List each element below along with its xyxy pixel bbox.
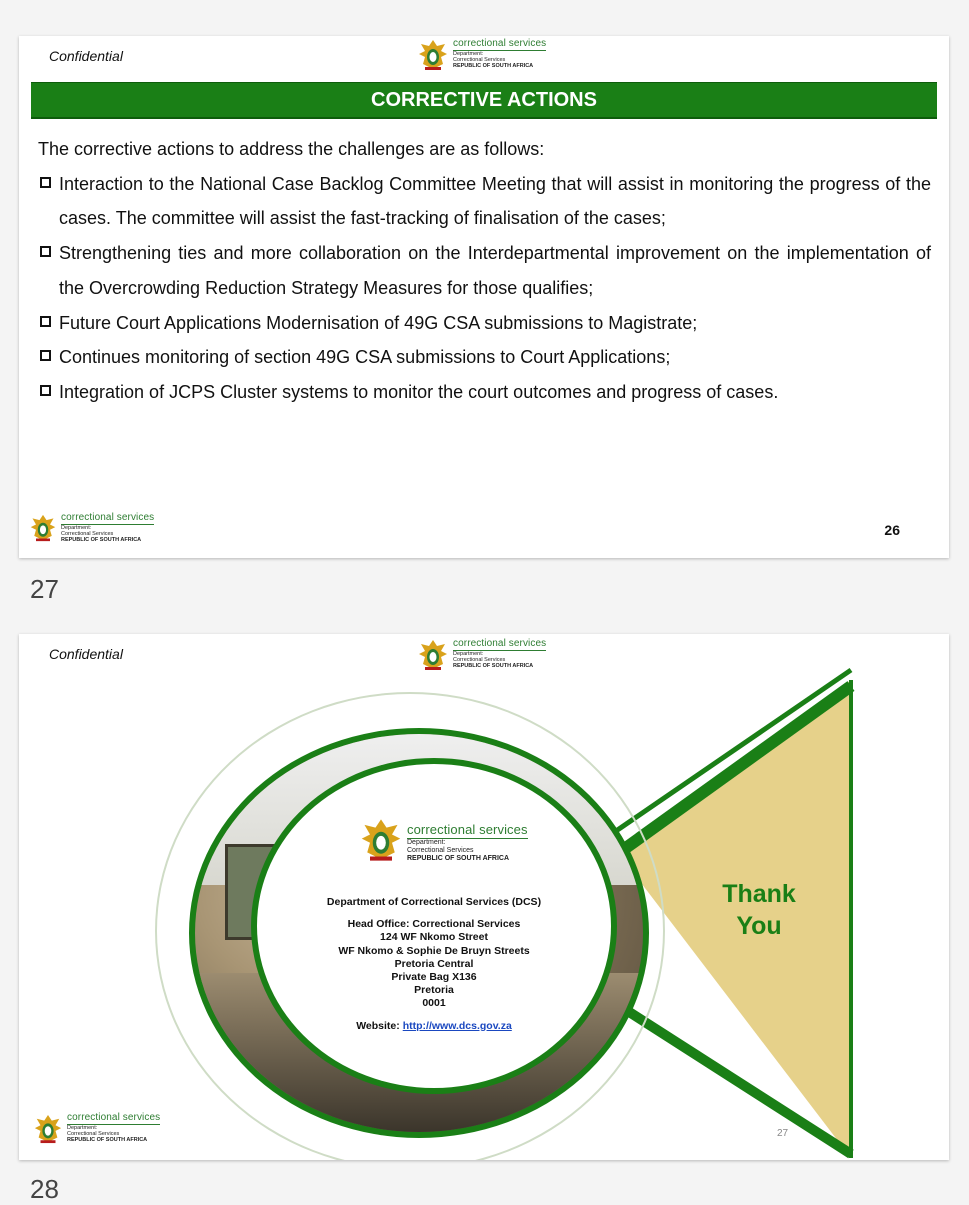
slide-number: 27 — [777, 1128, 789, 1139]
logo-line3: REPUBLIC OF SOUTH AFRICA — [61, 537, 142, 543]
logo-line3: REPUBLIC OF SOUTH AFRICA — [67, 1137, 148, 1143]
checkbox-bullet-icon — [40, 177, 51, 188]
bullet-text: Future Court Applications Modernisation of 49G CSA submissions to Magistrate; — [59, 312, 698, 333]
website-line — [251, 1020, 617, 1033]
footer-logo — [29, 512, 154, 544]
bullet-text: Integration of JCPS Cluster systems to monitor the court outcomes and progress of cases. — [59, 381, 779, 402]
checkbox-bullet-icon — [40, 385, 51, 396]
logo-line2: Correctional Services — [61, 531, 114, 537]
section-title: CORRECTIVE ACTIONS — [31, 82, 937, 119]
postal-code: 0001 — [422, 997, 446, 1010]
bullet-item — [38, 306, 931, 341]
area: Pretoria Central — [394, 957, 474, 970]
coat-of-arms-icon — [29, 512, 57, 544]
logo-line2: Correctional Services — [453, 657, 506, 663]
checkbox-bullet-icon — [40, 316, 51, 327]
slide-number: 26 — [884, 522, 900, 538]
logo-line1: Department: — [61, 525, 92, 531]
logo-name: correctional services — [61, 512, 155, 523]
logo-name: correctional services — [453, 38, 547, 49]
street-address: 124 WF Nkomo Street — [380, 931, 488, 944]
logo-line1: Department: — [453, 651, 484, 657]
bullet-item — [38, 236, 931, 305]
slide-27 — [19, 634, 949, 1160]
thank-word: Thank — [722, 880, 796, 908]
contact-details — [251, 896, 617, 1033]
logo-line3: REPUBLIC OF SOUTH AFRICA — [407, 855, 510, 862]
page-label: 27 — [30, 574, 59, 604]
city: Pretoria — [414, 984, 454, 997]
header-logo — [417, 38, 546, 72]
logo-line2: Correctional Services — [67, 1131, 120, 1137]
bullet-text: Strengthening ties and more collaboration on the Interdepartmental improvement on the implementation of the Overcrowding Reduction Strategy Measures for those qualifies; — [59, 243, 931, 298]
head-office: Head Office: Correctional Services — [347, 918, 521, 931]
logo-line1: Department: — [453, 51, 484, 57]
website-link[interactable]: http://www.dcs.gov.za — [402, 1019, 512, 1032]
logo-line3: REPUBLIC OF SOUTH AFRICA — [453, 63, 534, 69]
slide-26 — [19, 36, 949, 558]
private-bag: Private Bag X136 — [391, 971, 477, 984]
website-label: Website: — [356, 1019, 400, 1032]
you-word: You — [736, 912, 782, 940]
coat-of-arms-icon — [359, 816, 403, 864]
bullet-text: Continues monitoring of section 49G CSA submissions to Court Applications; — [59, 347, 671, 368]
logo-line1: Department: — [67, 1125, 98, 1131]
logo-name: correctional services — [407, 822, 528, 837]
logo-name: correctional services — [67, 1112, 161, 1123]
coat-of-arms-icon — [33, 1112, 63, 1146]
street-corner: WF Nkomo & Sophie De Bruyn Streets — [338, 944, 530, 957]
logo-line2: Correctional Services — [453, 57, 506, 63]
bullet-item — [38, 375, 931, 410]
logo-line3: REPUBLIC OF SOUTH AFRICA — [453, 663, 534, 669]
slide-body — [38, 132, 931, 410]
bullet-item — [38, 167, 931, 236]
logo-line2: Correctional Services — [407, 847, 474, 854]
page-label: 28 — [30, 1174, 59, 1204]
logo-name: correctional services — [453, 638, 547, 649]
bullet-item — [38, 340, 931, 375]
confidential-label: Confidential — [49, 646, 123, 662]
intro-text: The corrective actions to address the challenges are as follows: — [38, 139, 545, 159]
coat-of-arms-icon — [417, 38, 449, 72]
footer-logo — [33, 1112, 160, 1146]
checkbox-bullet-icon — [40, 246, 51, 257]
checkbox-bullet-icon — [40, 350, 51, 361]
confidential-label: Confidential — [49, 48, 123, 64]
bullet-text: Interaction to the National Case Backlog Committee Meeting that will assist in monitoring the progress of the cases. The committee will assist the fast-tracking of finalisation of the cases; — [59, 173, 931, 229]
dept-name: Department of Correctional Services (DCS) — [326, 896, 542, 908]
logo-line1: Department: — [407, 839, 446, 846]
thank-you-text — [709, 878, 809, 942]
center-logo — [359, 816, 528, 864]
